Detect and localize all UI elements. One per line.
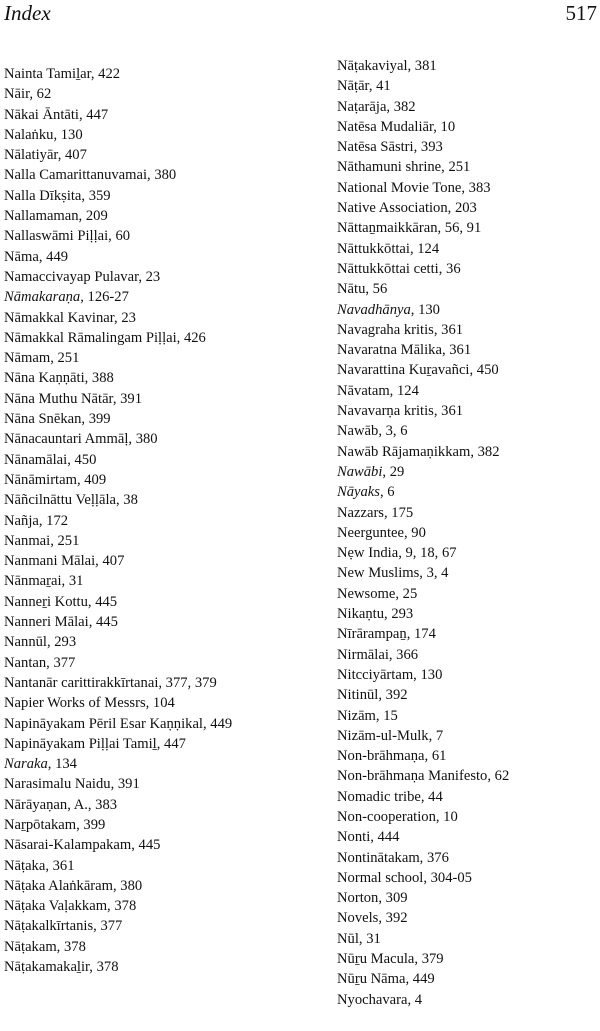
index-entry: Newsome, 25 [337,585,418,602]
index-entry [4,287,300,307]
index-entry: Nanneri Mālai, 445 [4,614,118,631]
index-entry: Nāvatam, 124 [337,382,419,399]
index-entry: Nāṭakam, 378 [4,938,86,955]
index-entry: Nāṭakaviyal, 381 [337,58,437,74]
index-entry: Nāna Snēkan, 399 [4,411,111,428]
index-entry: Nantan, 377 [4,654,76,671]
index-entry: Nāṭār, 41 [337,78,391,95]
index-entry: Naṟpōtakam, 399 [4,816,106,833]
index-entry: Nizām-ul-Mulk, 7 [337,727,444,744]
index-column-left [4,64,300,977]
index-entry: Nūṟu Nāma, 449 [337,971,435,988]
index-entry: Nāttaṉmaikkāran, 56, 91 [337,220,482,237]
index-page-refs: , 6 [379,484,395,501]
index-entry: Nallaswāmi Piḷḷai, 60 [4,228,131,245]
index-entry: Non-brāhmaṇa, 61 [337,748,447,765]
index-entry: Non-brāhmaṇa Manifesto, 62 [337,768,510,785]
index-entry: Nalla Camarittanuvamai, 380 [4,167,177,184]
index-entry: Navagraha kritis, 361 [337,321,464,338]
index-entry: Natēsa Mudaliār, 10 [337,118,456,135]
index-page-refs: , 134 [47,756,77,773]
index-entry: Nāna Muthu Nātār, 391 [4,390,143,407]
index-entry: Nitinūl, 392 [337,687,408,704]
index-entry: Nyochavara, 4 [337,991,423,1008]
index-entry: Nāttukkōttai, 124 [337,240,440,257]
index-entry: Nāmakkal Kavinar, 23 [4,309,136,326]
index-entry [337,482,599,502]
index-page-refs: , 29 [382,463,405,480]
index-entry: Nāñcilnāttu Veḷḷāla, 38 [4,492,138,509]
index-entry: Nitcciyārtam, 130 [337,666,443,683]
index-term-italic: Navadhānya [337,301,411,318]
index-entry: Nañja, 172 [4,512,69,529]
index-entry: National Movie Tone, 383 [337,179,491,196]
index-entry: Navavarṇa kritis, 361 [337,403,464,420]
index-entry: Nāttukkōttai cetti, 36 [337,260,461,277]
index-entry: Nāṭaka, 361 [4,857,75,874]
index-entry: Nāir, 62 [4,86,52,103]
page-header [0,0,600,36]
index-entry: Nāṭakalkīrtanis, 377 [4,918,123,935]
index-entry: Nawāb Rājamaṇikkam, 382 [337,443,500,460]
index-entry: Napier Works of Messrs, 104 [4,695,175,712]
index-entry: Nāṭaka Vaḷakkam, 378 [4,898,137,915]
index-entry: Nanmai, 251 [4,532,80,549]
index-entry: Nāṭaka Alaṅkāram, 380 [4,877,143,894]
index-column-right [337,56,599,1010]
index-entry: Napināyakam Piḷḷai Tamiḻ, 447 [4,735,186,752]
index-entry: Nanmani Mālai, 407 [4,553,125,570]
index-entry: Nizām, 15 [337,707,398,724]
index-entry: Nātu, 56 [337,281,388,298]
index-entry: Nirmālai, 366 [337,646,419,663]
index-entry: Naṭarāja, 382 [337,98,416,115]
index-entry: Nainta Tamiḻar, 422 [4,66,121,82]
index-page-refs: , 130 [410,301,440,318]
index-term-italic: Nāyaks [337,484,380,501]
index-entry: Nānacauntari Ammāḷ, 380 [4,431,158,448]
index-entry: Napināyakam Pēril Esar Kaṇṇikal, 449 [4,715,233,732]
index-entry: Native Association, 203 [337,200,477,217]
index-entry: Nākai Āntāti, 447 [4,106,109,123]
index-entry: Nālatiyār, 407 [4,147,87,164]
index-entry: Natēsa Sāstri, 393 [337,139,443,156]
index-term-italic: Nāmakaraṇa [4,289,81,306]
index-term-italic: Naraka [4,756,48,773]
index-entry: Nalaṅku, 130 [4,126,83,143]
index-entry: Nīrārampaṉ, 174 [337,626,436,643]
index-entry: Nannūl, 293 [4,634,77,651]
index-entry: Nāmakkal Rāmalingam Piḷḷai, 426 [4,329,206,346]
index-entry [4,754,300,774]
index-entry: Nontinātakam, 376 [337,849,449,866]
index-entry: Nāna Kaṇṇāti, 388 [4,370,114,387]
index-entry: Norton, 309 [337,890,408,907]
index-entry: Nikaṇtu, 293 [337,606,414,623]
index-entry: Non-cooperation, 10 [337,808,458,825]
index-entry: Nomadic tribe, 44 [337,788,443,805]
index-entry: Nẹw India, 9, 18, 67 [337,545,457,562]
index-entry: Nalla Dīkṣita, 359 [4,187,111,204]
index-entry: Nūṟu Macula, 379 [337,951,444,968]
index-entry: Neerguntee, 90 [337,524,426,541]
index-entry: Nūl, 31 [337,930,381,947]
index-entry: Nawāb, 3, 6 [337,423,408,440]
index-entry: Namaccivayap Pulavar, 23 [4,268,161,285]
index-entry: Nonti, 444 [337,829,400,846]
index-entry: Nāṭakamakaḻir, 378 [4,959,119,976]
index-entry: Navarattina Kuṟavañci, 450 [337,362,499,379]
index-entry: Nazzars, 175 [337,504,414,521]
index-entry: Nāmam, 251 [4,350,80,367]
index-entry: Nānāmirtam, 409 [4,471,107,488]
index-term-italic: Nawābi [337,463,383,480]
index-entry [337,462,599,482]
index-entry: Nārāyaṇan, A., 383 [4,796,118,813]
index-entry: Nānmaṟai, 31 [4,573,84,590]
index-page-refs: , 126-27 [80,289,129,306]
index-entry: Novels, 392 [337,910,408,927]
index-entry: New Muslims, 3, 4 [337,565,449,582]
index-entry: Nāsarai-Kalampakam, 445 [4,837,161,854]
index-entry: Nanneṟi Kottu, 445 [4,593,118,610]
index-entry: Navaratna Mālika, 361 [337,342,472,359]
index-entry: Normal school, 304-05 [337,869,472,886]
index-entry: Nānamālai, 450 [4,451,97,468]
index-entry [337,300,599,320]
index-entry: Nāthamuni shrine, 251 [337,159,471,176]
index-entry: Nāma, 449 [4,248,69,265]
index-entry: Narasimalu Naidu, 391 [4,776,140,793]
index-entry: Nallamaman, 209 [4,208,108,225]
running-title: Index [4,1,51,25]
index-entry: Nantanār carittirakkīrtanai, 377, 379 [4,674,217,691]
page-number: 517 [565,1,597,25]
